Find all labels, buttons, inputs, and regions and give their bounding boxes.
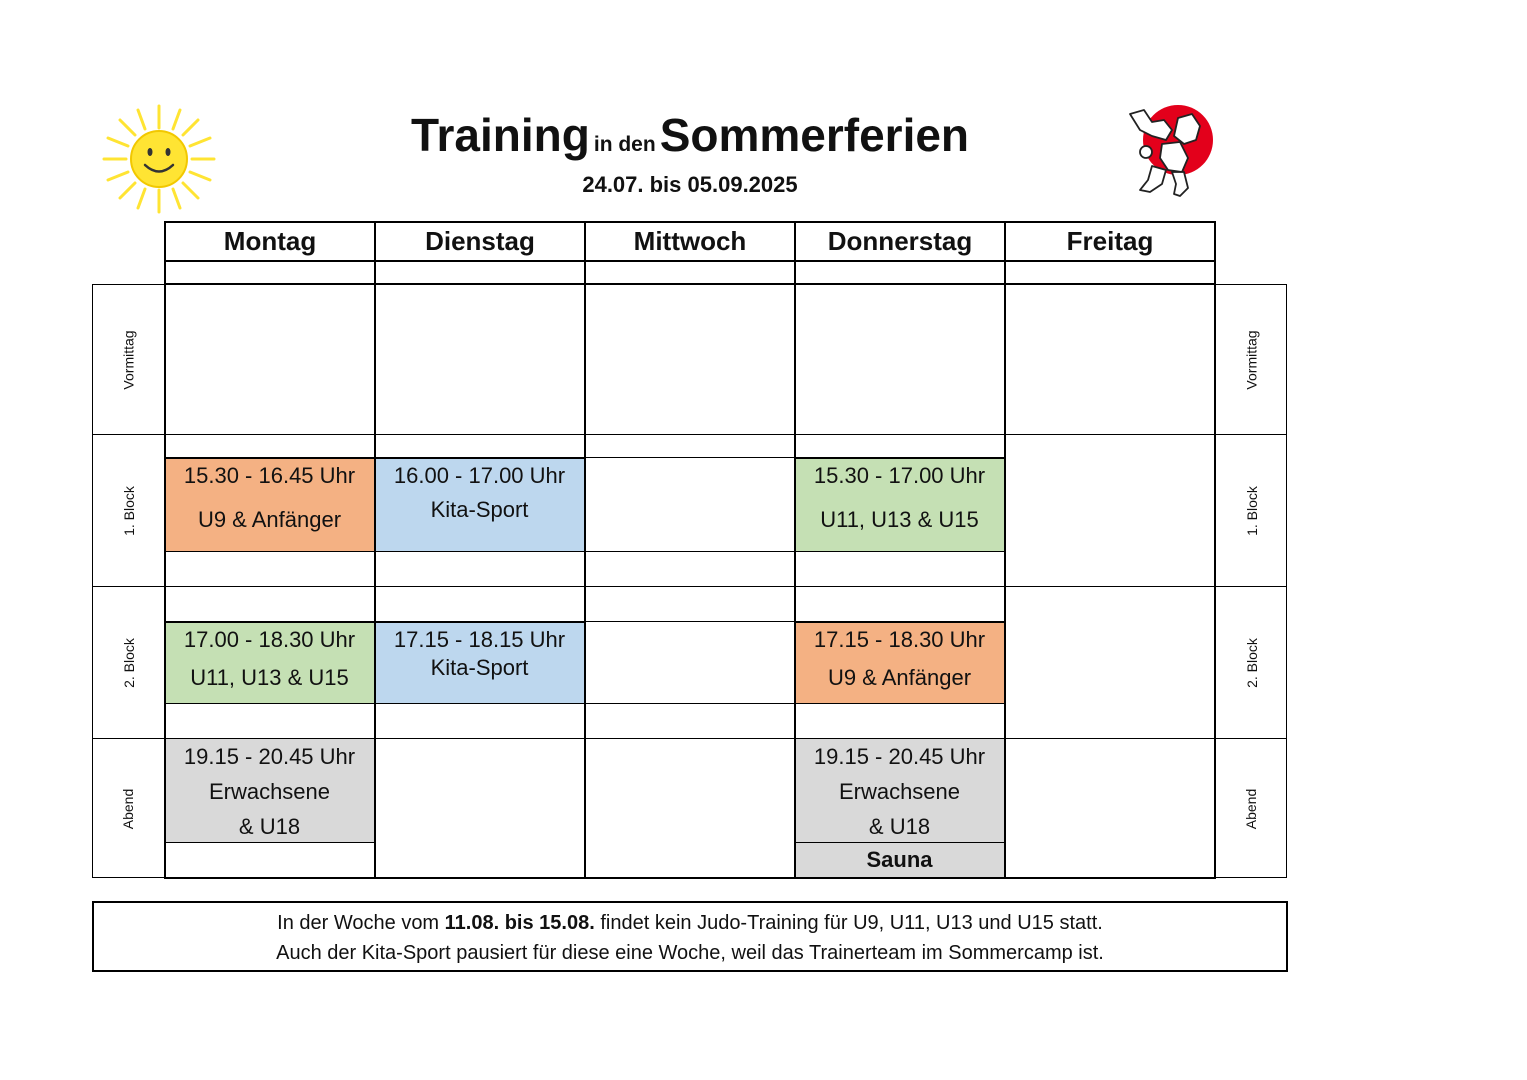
session-group: Kita-Sport	[430, 655, 529, 681]
row-label-block1-right: 1. Block	[1243, 486, 1260, 536]
session-group: U11, U13 & U15	[190, 665, 349, 691]
session-group: U9 & Anfänger	[197, 507, 342, 533]
day-header-montag: Montag	[223, 226, 317, 256]
session-donnerstag-sauna: Sauna	[795, 843, 1004, 878]
page-title	[300, 108, 1080, 162]
day-header-mittwoch: Mittwoch	[633, 226, 747, 256]
notice-line-1: In der Woche vom 11.08. bis 15.08. findet kein Judo-Training für U9, U11, U13 und U15 statt.	[277, 912, 1103, 934]
session-montag-abend	[165, 739, 374, 843]
session-group: U9 & Anfänger	[827, 665, 972, 691]
session-dienstag-block2	[375, 622, 584, 704]
session-group-2: & U18	[238, 814, 301, 839]
session-montag-block2	[165, 622, 374, 704]
row-label-block1-left: 1. Block	[120, 486, 137, 536]
row-label-abend-left: Abend	[120, 788, 137, 829]
session-time: 16.00 - 17.00 Uhr	[393, 463, 566, 488]
holiday-notice	[92, 901, 1288, 972]
smiling-sun-icon	[100, 102, 218, 216]
row-label-vormittag-right: Vormittag	[1243, 330, 1260, 390]
notice-line-2: Auch der Kita-Sport pausiert für diese eine Woche, weil das Trainerteam im Sommercamp ist.	[276, 942, 1104, 964]
session-donnerstag-abend	[795, 739, 1004, 843]
session-group: U11, U13 & U15	[820, 507, 979, 533]
judo-throw-logo-icon	[1122, 100, 1218, 202]
session-group: Erwachsene	[208, 779, 331, 804]
session-group: Erwachsene	[838, 779, 961, 804]
date-range: 24.07. bis 05.09.2025	[582, 172, 798, 197]
session-time: 19.15 - 20.45 Uhr	[183, 744, 356, 769]
session-donnerstag-block1	[795, 458, 1004, 552]
day-header-dienstag: Dienstag	[425, 226, 535, 256]
title-sommerferien: Sommerferien	[659, 109, 970, 161]
session-time: 17.00 - 18.30 Uhr	[183, 627, 356, 652]
row-label-block2-left: 2. Block	[120, 638, 137, 688]
day-header-freitag: Freitag	[1066, 226, 1154, 256]
session-group: Kita-Sport	[430, 497, 529, 523]
session-time: 17.15 - 18.30 Uhr	[813, 627, 986, 652]
row-label-abend-right: Abend	[1243, 788, 1260, 829]
title-training: Training	[410, 109, 590, 161]
session-dienstag-block1	[375, 458, 584, 552]
session-donnerstag-block2	[795, 622, 1004, 704]
row-label-vormittag-left: Vormittag	[120, 330, 137, 390]
session-group-2: & U18	[868, 814, 931, 839]
title-in-den: in den	[593, 133, 656, 156]
day-header-donnerstag: Donnerstag	[827, 226, 973, 256]
session-montag-block1	[165, 458, 374, 552]
notice-dates: 11.08. bis 15.08.	[444, 912, 595, 934]
session-time: 17.15 - 18.15 Uhr	[393, 627, 566, 652]
session-time: 19.15 - 20.45 Uhr	[813, 744, 986, 769]
row-label-block2-right: 2. Block	[1243, 638, 1260, 688]
session-time: 15.30 - 16.45 Uhr	[183, 463, 356, 488]
session-time: 15.30 - 17.00 Uhr	[813, 463, 986, 488]
